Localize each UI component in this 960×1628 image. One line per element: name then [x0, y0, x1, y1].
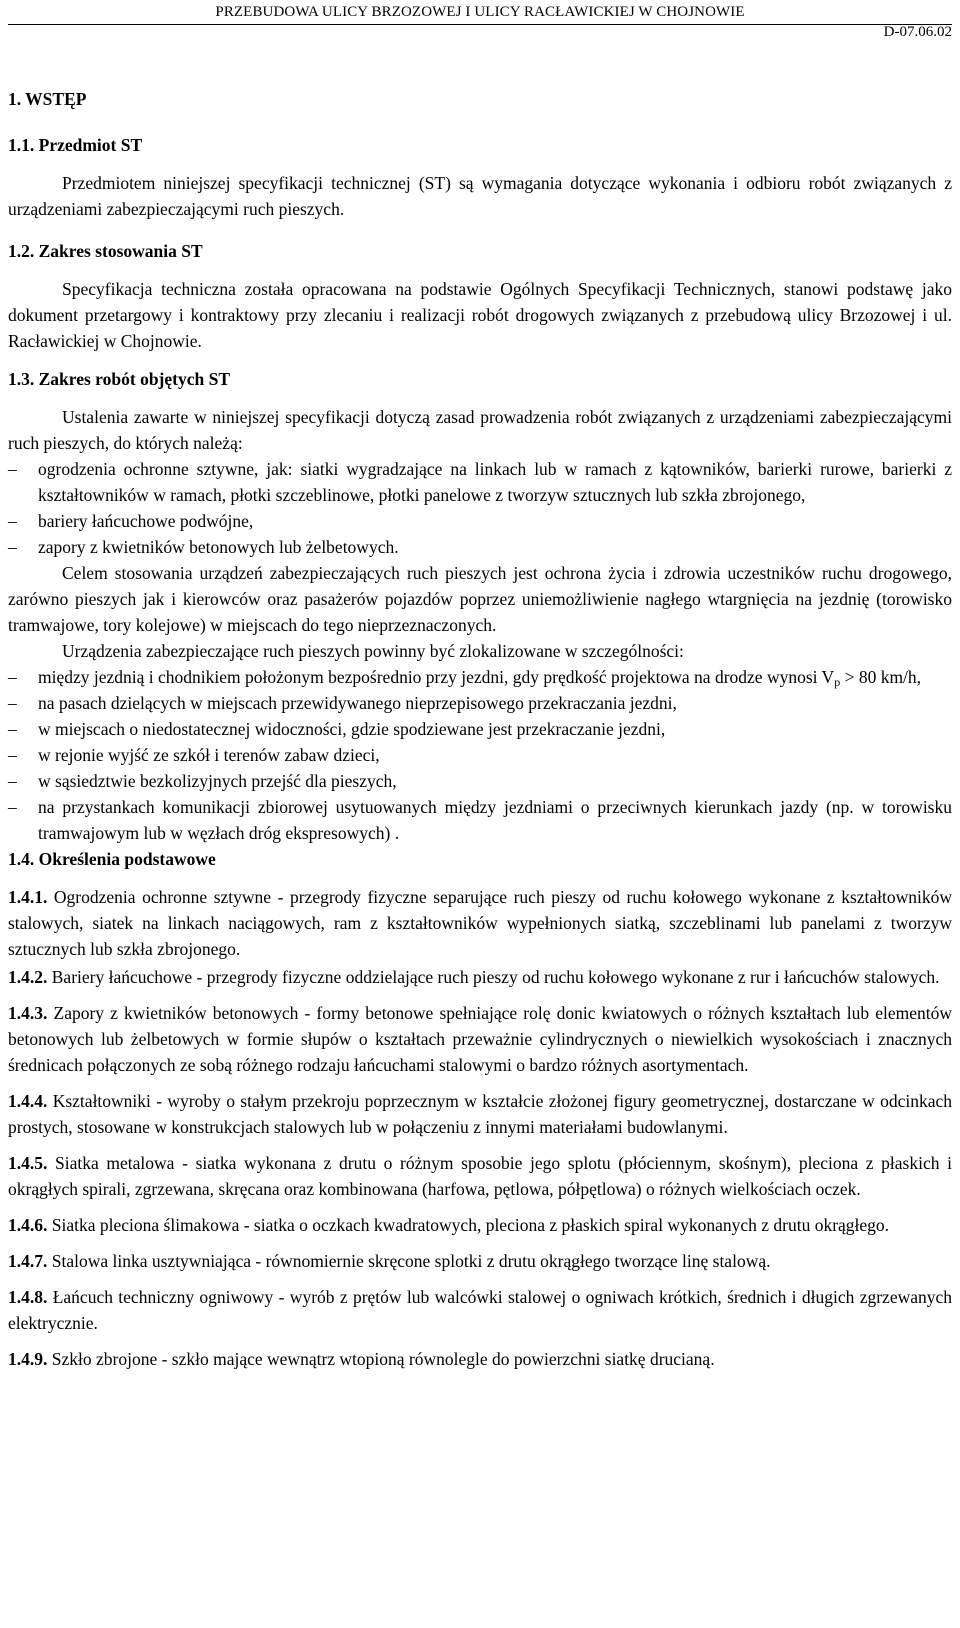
- list-item: – na pasach dzielących w miejscach przewidywanego nieprzepisowego przekraczania jezdni,: [8, 693, 677, 713]
- document-code: D-07.06.02: [883, 24, 952, 40]
- works-list: [8, 456, 952, 560]
- paragraph-location-intro: Urządzenia zabezpieczające ruch pieszych powinny być zlokalizowane w szczególności:: [62, 641, 684, 661]
- section-heading-1-4: 1.4. Określenia podstawowe: [8, 849, 216, 869]
- list-item: – zapory z kwietników betonowych lub żelbetowych.: [8, 537, 399, 557]
- paragraph-subject: Przedmiotem niniejszej specyfikacji technicznej (ST) są wymagania dotyczące wykonania i odbioru robót związanych z urządzeniami zabezpieczającymi ruch pieszych.: [8, 173, 952, 219]
- definition-item: 1.4.6. Siatka pleciona ślimakowa - siatka o oczkach kwadratowych, pleciona z płaskich spiral wykonanych z drutu okrągłego.: [8, 1215, 890, 1235]
- list-item: – w sąsiedztwie bezkolizyjnych przejść dla pieszych,: [8, 771, 397, 791]
- paragraph-scope: Specyfikacja techniczna została opracowana na podstawie Ogólnych Specyfikacji Technicznych, stanowi podstawę jako dokument przetargowy i kontraktowy przy zlecaniu i realizacji robót drogowych związanych z przebudową ulicy Brzozowej i ul. Racławickiej w Chojnowie.: [8, 279, 952, 351]
- definition-item: 1.4.8. Łańcuch techniczny ogniwowy - wyrób z prętów lub walcówki stalowej o ogniwach krótkich, średnich i długich zgrzewanych elektrycznie.: [8, 1287, 953, 1333]
- definition-item: 1.4.1. Ogrodzenia ochronne sztywne - przegrody fizyczne separujące ruch pieszy od ruchu kołowego wykonane z kształtowników stalowych, siatek na linkach naciągowych, ram z kształtowników wypełnionych siatką, szczeblinami lub panelami z tworzyw sztucznych lub szkła zbrojonego.: [8, 887, 953, 959]
- list-item: – ogrodzenia ochronne sztywne, jak: siatki wygradzające na linkach lub w ramach z kątowników, barierki rurowe, barierki z kształtowników w ramach, płotki szczeblinowe, płotki panelowe z tworzyw sztucznych lub szkła zbrojonego,: [8, 459, 952, 505]
- list-item: – na przystankach komunikacji zbiorowej usytuowanych między jezdniami o przeciwnych kierunkach jazdy (np. w torowisku tramwajowym lub w węzłach dróg ekspresowych) .: [8, 797, 952, 843]
- running-header: PRZEBUDOWA ULICY BRZOZOWEJ I ULICY RACŁAWICKIEJ W CHOJNOWIE: [215, 4, 745, 20]
- document-body: [8, 86, 952, 1382]
- definitions-list: [8, 884, 952, 1372]
- section-heading-1-1: 1.1. Przedmiot ST: [8, 135, 143, 155]
- list-item: – w rejonie wyjść ze szkół i terenów zabaw dzieci,: [8, 745, 380, 765]
- definition-item: 1.4.3. Zapory z kwietników betonowych - formy betonowe spełniające rolę donic kwiatowych o różnych kształtach lub elementów betonowych lub żelbetowych w formie słupów o kształtach przeważnie cylindrycznych o niewielkich wysokościach i znacznych średnicach połączonych ze sobą różnego rodzaju łańcuchami stalowymi o bardzo różnych asortymentach.: [8, 1003, 952, 1075]
- location-list: [8, 664, 952, 846]
- section-heading-1: 1. WSTĘP: [8, 89, 87, 109]
- paragraph-works-intro: Ustalenia zawarte w niniejszej specyfikacji dotyczą zasad prowadzenia robót związanych z urządzeniami zabezpieczającymi ruch pieszych, do których należą:: [8, 407, 952, 453]
- definition-item: 1.4.9. Szkło zbrojone - szkło mające wewnątrz wtopioną równolegle do powierzchni siatkę drucianą.: [8, 1349, 715, 1369]
- definition-item: 1.4.4. Kształtowniki - wyroby o stałym przekroju poprzecznym w kształcie złożonej figury geometrycznej, dostarczane w odcinkach prostych, stosowane w konstrukcjach stalowych lub w połączeniu z innymi materiałami budowlanymi.: [8, 1091, 952, 1137]
- paragraph-goal: Celem stosowania urządzeń zabezpieczających ruch pieszych jest ochrona życia i zdrowia uczestników ruchu drogowego, zarówno pieszych jak i kierowców oraz pasażerów pojazdów poprzez uniemożliwienie nagłego wtargnięcia na jezdnię (torowisko tramwajowe, tory kolejowe) w miejscach do tego nieprzeznaczonych.: [8, 563, 952, 635]
- definition-item: 1.4.2. Bariery łańcuchowe - przegrody fizyczne oddzielające ruch pieszy od ruchu kołowego wykonane z rur i łańcuchów stalowych.: [8, 967, 940, 987]
- list-item: – w miejscach o niedostatecznej widoczności, gdzie spodziewane jest przekraczanie jezdni,: [8, 719, 666, 739]
- header-rule: [8, 24, 952, 25]
- list-item: – bariery łańcuchowe podwójne,: [8, 511, 254, 531]
- section-heading-1-2: 1.2. Zakres stosowania ST: [8, 241, 203, 261]
- definition-item: 1.4.7. Stalowa linka usztywniająca - równomiernie skręcone splotki z drutu okrągłego tworzące linę stalową.: [8, 1251, 771, 1271]
- section-heading-1-3: 1.3. Zakres robót objętych ST: [8, 369, 231, 389]
- list-item: – między jezdnią i chodnikiem położonym bezpośrednio przy jezdni, gdy prędkość projektowa na drodze wynosi $V_p > 80$ km/h,: [8, 667, 922, 689]
- definition-item: 1.4.5. Siatka metalowa - siatka wykonana z drutu o różnym sposobie jego splotu (płóciennym, skośnym), pleciona z płaskich i okrągłych spirali, zgrzewana, skręcana oraz kombinowana (harfowa, pętlowa, półpętlowa) o różnych wielkościach oczek.: [8, 1153, 952, 1199]
